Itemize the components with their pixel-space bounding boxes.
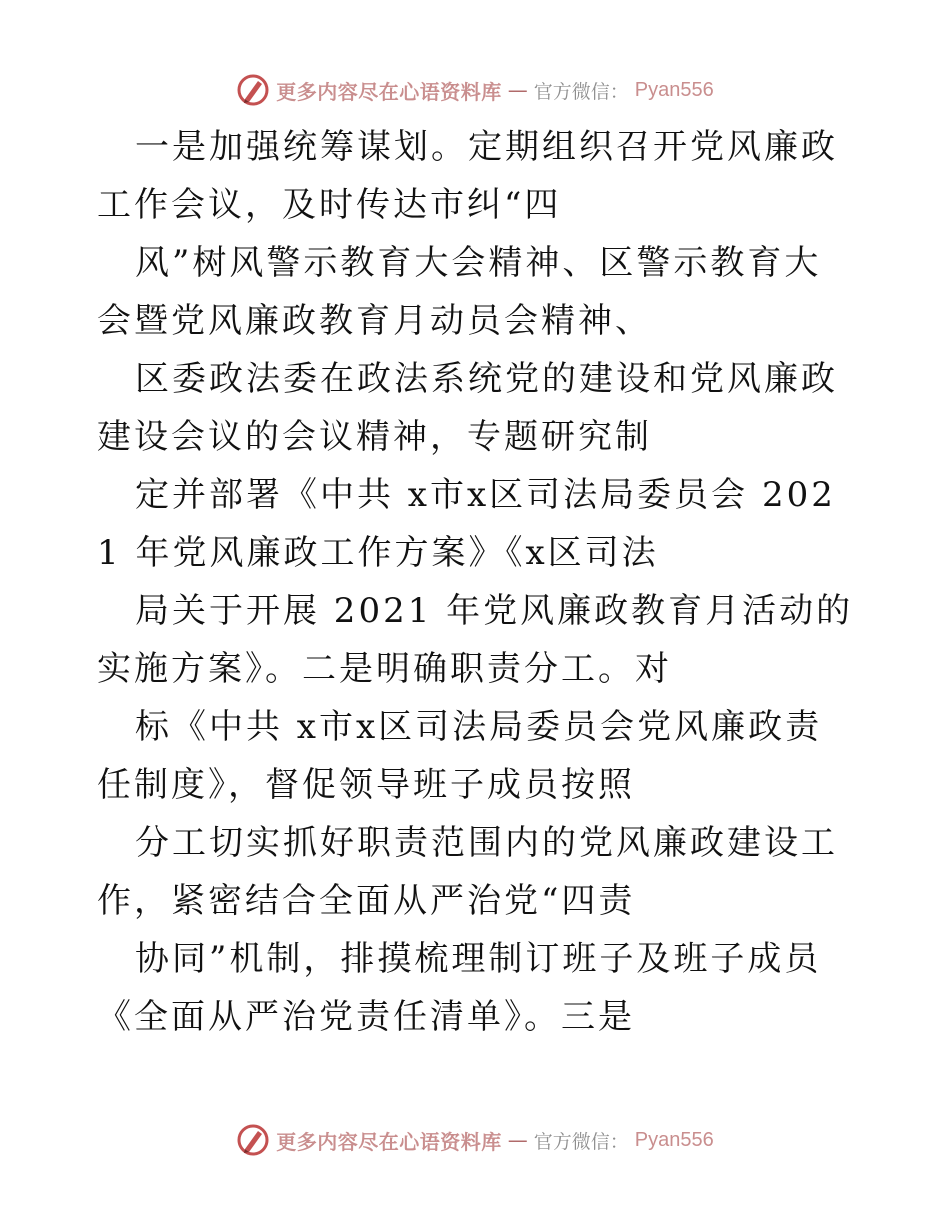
watermark-main-text: 更多内容尽在心语资料库 bbox=[276, 79, 502, 104]
paragraph: 一是加强统筹谋划。定期组织召开党风廉政工作会议，及时传达市纠“四 bbox=[97, 127, 838, 225]
paragraph: 定并部署《中共 x市x区司法局委员会 2021 年党风廉政工作方案》《x区司法 bbox=[97, 475, 836, 573]
paragraph: 标《中共 x市x区司法局委员会党风廉政责任制度》，督促领导班子成员按照 bbox=[97, 707, 823, 805]
pen-circle-logo-icon bbox=[236, 1123, 270, 1157]
paragraph: 风”树风警示教育大会精神、区警示教育大会暨党风廉政教育月动员会精神、 bbox=[97, 243, 822, 341]
watermark-sub-text: 官方微信： bbox=[533, 80, 629, 103]
paragraph: 分工切实抓好职责范围内的党风廉政建设工作，紧密结合全面从严治党“四责 bbox=[97, 823, 838, 921]
watermark-sub-text: 官方微信： bbox=[533, 1130, 629, 1153]
paragraph: 区委政法委在政法系统党的建设和党风廉政建设会议的会议精神，专题研究制 bbox=[97, 359, 838, 457]
watermark-dash: — bbox=[507, 78, 528, 102]
watermark-account: Pyan556 bbox=[634, 1128, 714, 1151]
footer-watermark-banner bbox=[0, 1120, 950, 1160]
pen-circle-logo-icon bbox=[236, 73, 270, 107]
watermark-main-text: 更多内容尽在心语资料库 bbox=[276, 1129, 502, 1154]
watermark-dash: — bbox=[507, 1128, 528, 1152]
document-body bbox=[97, 118, 857, 1046]
paragraph: 协同”机制，排摸梳理制订班子及班子成员《全面从严治党责任清单》。三是 bbox=[97, 939, 822, 1037]
header-watermark-banner bbox=[0, 70, 950, 110]
paragraph: 局关于开展 2021 年党风廉政教育月活动的实施方案》。二是明确职责分工。对 bbox=[97, 591, 854, 689]
watermark-account: Pyan556 bbox=[634, 78, 714, 101]
